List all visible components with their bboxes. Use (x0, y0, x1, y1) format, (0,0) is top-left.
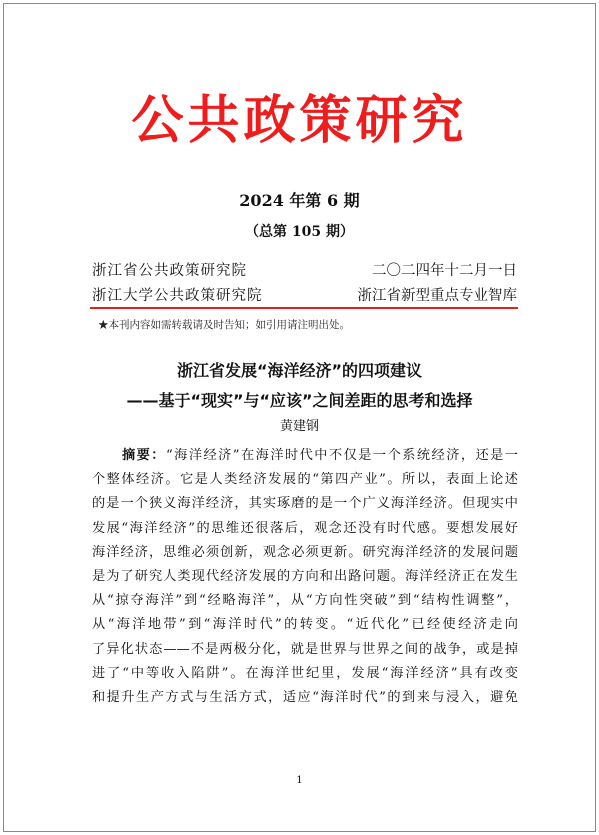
abstract-label: 摘要： (122, 448, 166, 463)
abstract-line: 和提升生产方式与生活方式，适应“海洋时代”的到来与浸入，避免 (92, 689, 518, 705)
article-author: 黄建钢 (279, 419, 319, 434)
total-issue-number: （总第 105 期） (245, 224, 354, 240)
abstract-line: 了异化状态——不是两极分化，就是世界与世界之间的战争，或是掉 (92, 641, 518, 657)
document-page (3, 3, 596, 832)
publisher-row-2 (92, 285, 517, 307)
abstract-line: 发展“海洋经济”的思维还很落后，观念还没有时代感。要想发展好 (92, 520, 518, 536)
issue-number: 2024 年第 6 期 (239, 191, 360, 210)
abstract (92, 444, 518, 710)
publisher-name-2: 浙江大学公共政策研究院 (92, 288, 263, 304)
article-subtitle: ——基于“现实”与“应该”之间差距的思考和选择 (126, 391, 473, 410)
think-tank-label: 浙江省新型重点专业智库 (357, 288, 517, 304)
publisher-row-1 (92, 260, 517, 282)
publication-date: 二〇二四年十二月一日 (372, 263, 517, 279)
red-divider (90, 307, 518, 309)
publisher-name-1: 浙江省公共政策研究院 (92, 263, 247, 279)
copyright-notice: ★本刊内容如需转载请及时告知；如引用请注明出处。 (98, 319, 350, 331)
abstract-line: 进了“中等收入陷阱”。在海洋世纪里，发展“海洋经济”具有改变 (92, 665, 518, 681)
abstract-line: 从“海洋地带”到“海洋时代”的转变。“近代化”已经使经济走向 (92, 617, 518, 633)
article-title: 浙江省发展“海洋经济”的四项建议 (176, 361, 423, 380)
abstract-line: 个整体经济。它是人类经济发展的“第四产业”。所以，表面上论述 (92, 472, 518, 488)
masthead-title: 公共政策研究 (131, 90, 468, 151)
abstract-line: 摘要：“海洋经济”在海洋时代中不仅是一个系统经济，还是一 (122, 448, 518, 463)
abstract-line: 的是一个狭义海洋经济，其实琢磨的是一个广义海洋经济。但现实中 (92, 496, 518, 512)
page-number: 1 (296, 775, 303, 786)
abstract-line: 是为了研究人类现代经济发展的方向和出路问题。海洋经济正在发生 (92, 568, 518, 584)
abstract-line: 海洋经济，思维必须创新，观念必须更新。研究海洋经济的发展问题 (92, 544, 518, 560)
abstract-line: 从“掠夺海洋”到“经略海洋”，从“方向性突破”到“结构性调整”， (92, 593, 518, 609)
